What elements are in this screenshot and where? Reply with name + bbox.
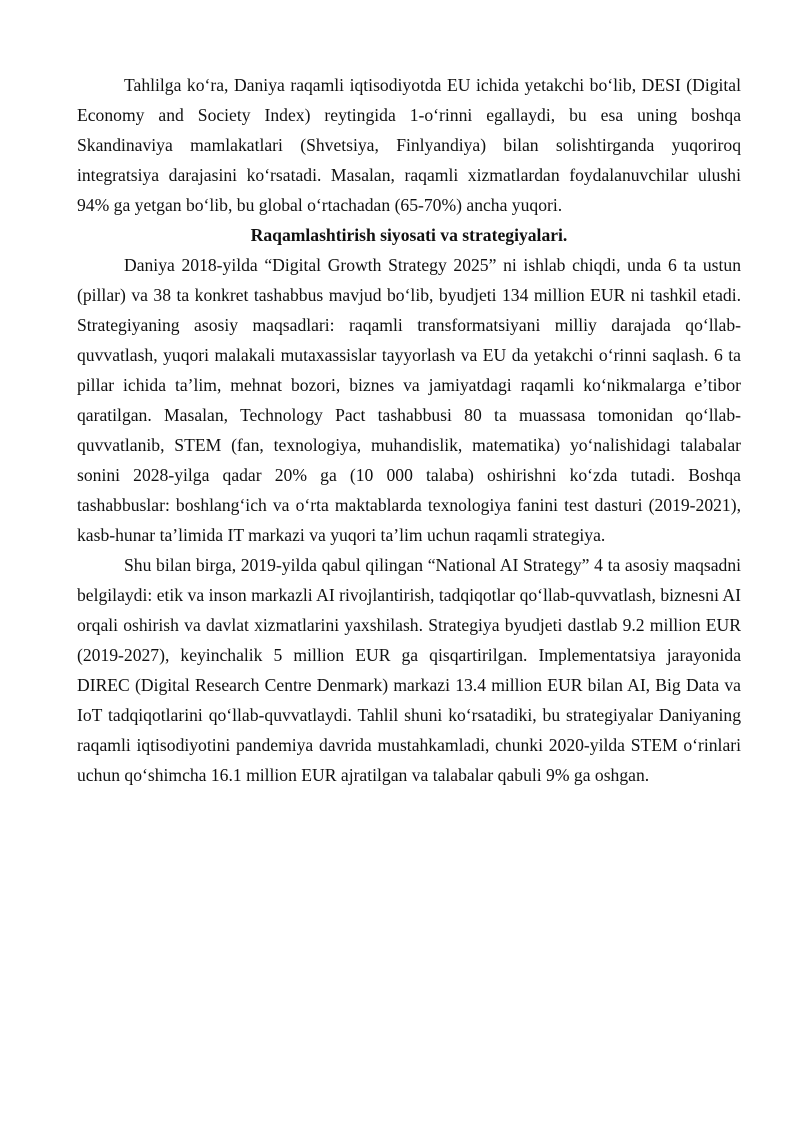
paragraph-digital-growth-strategy: Daniya 2018-yilda “Digital Growth Strategy 2025” ni ishlab chiqdi, unda 6 ta ustun (pillar) va 38 ta konkret tashabbus mavjud bo‘lib, byudjeti 134 million EUR ni tashkil etadi. Strategiyaning asosiy maqsadlari: raqamli transformatsiyani milliy darajada qo‘llab-quvvatlash, yuqori malakali mutaxassislar tayyorlash va EU da yetakchi o‘rinni saqlash. 6 ta pillar ichida ta’lim, mehnat bozori, biznes va jamiyatdagi raqamli ko‘nikmalarga e’tibor qaratilgan. Masalan, Technology Pact tashabbusi 80 ta muassasa tomonidan qo‘llab-quvvatlanib, STEM (fan, texnologiya, muhandislik, matematika) yo‘nalishidagi talabalar sonini 2028-yilga qadar 20% ga (10 000 talaba) oshirishni ko‘zda tutadi. Boshqa tashabbuslar: boshlang‘ich va o‘rta maktablarda texnologiya fanini test dasturi (2019-2021), kasb-hunar ta’limida IT markazi va yuqori ta’lim uchun raqamli strategiya. (77, 255, 741, 545)
document-page (77, 70, 741, 790)
paragraph-analysis: Tahlilga ko‘ra, Daniya raqamli iqtisodiyotda EU ichida yetakchi bo‘lib, DESI (Digital Economy and Society Index) reytingida 1-o‘rinni egallaydi, bu esa uning boshqa Skandinaviya mamlakatlari (Shvetsiya, Finlyandiya) bilan solishtirganda yuqoriroq integratsiya darajasini ko‘rsatadi. Masalan, raqamli xizmatlardan foydalanuvchilar ulushi 94% ga yetgan bo‘lib, bu global o‘rtachadan (65-70%) ancha yuqori. (77, 75, 741, 215)
paragraph-national-ai-strategy: Shu bilan birga, 2019-yilda qabul qilingan “National AI Strategy” 4 ta asosiy maqsadni belgilaydi: etik va inson markazli AI rivojlantirish, tadqiqotlar qo‘llab-quvvatlash, biznesni AI orqali oshirish va davlat xizmatlarini yaxshilash. Strategiya byudjeti dastlab 9.2 million EUR (2019-2027), keyinchalik 5 million EUR ga qisqartirilgan. Implementatsiya jarayonida DIREC (Digital Research Centre Denmark) markazi 13.4 million EUR bilan AI, Big Data va IoT tadqiqotlarini qo‘llab-quvvatlaydi. Tahlil shuni ko‘rsatadiki, bu strategiyalar Daniyaning raqamli iqtisodiyotini pandemiya davrida mustahkamladi, chunki 2020-yilda STEM o‘rinlari uchun qo‘shimcha 16.1 million EUR ajratilgan va talabalar qabuli 9% ga oshgan. (77, 555, 741, 785)
section-heading: Raqamlashtirish siyosati va strategiyalari. (250, 225, 568, 245)
